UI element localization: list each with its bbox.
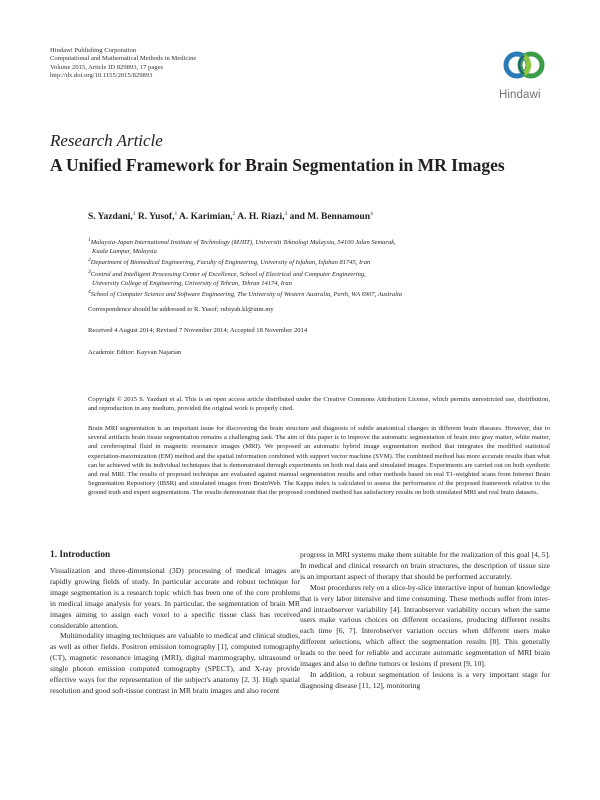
hindawi-logo-icon: [495, 45, 555, 89]
paragraph: Visualization and three-dimensional (3D) processing of medical images are rapidly growing fields of study. In particular accurate and robust technique for image segmentation is a research topic which has been one of the core problems in medical image analysis for years. In particular, the segmentation of brain MR images aiming to assign each voxel to a specific tissue class has received considerable attention.: [50, 566, 300, 630]
volume-info: Volume 2015, Article ID 829893, 17 pages: [50, 63, 164, 71]
journal-name: Computational and Mathematical Methods in Medicine: [50, 55, 197, 63]
affiliation: $^2$Department of Biomedical Engineering, Faculty of Engineering, University of Isfahan, Isfahan 81745, Iran: [88, 257, 371, 267]
publisher: Hindawi Publishing Corporation: [50, 47, 137, 54]
affiliation-continued: University College of Engineering, University of Tehran, Tehran 14174, Iran: [92, 279, 292, 287]
affiliation: $^1$Malaysia-Japan International Institute of Technology (MJIIT), Universiti Teknologi Malaysia, 54100 Jalan Semarak,: [88, 237, 396, 247]
paragraph: In addition, a robust segmentation of lesions is a very important stage for diagnosing disease [11, 12], monitoring: [300, 669, 550, 690]
author: A. Karimian,$^2$: [179, 211, 236, 223]
section-heading: 1. Introduction: [50, 550, 111, 560]
paragraph: Multimodality imaging techniques are valuable to medical and clinical studies, as well as other fields. Positron emission tomography [1], computed tomography (CT), magnetic resonance imaging (MRI), digital mammography, ultrasound or single photon emission computed tomography (SPECT), and X-ray provide effective ways for the representation of the subject's anatomy [2, 3]. High spatial resolution and good soft-tissue contrast in MR brain images and also recent: [50, 631, 300, 695]
correspondence: Correspondence should be addressed to R. Yusof; rubiyah.kl@utm.my: [88, 306, 274, 313]
author: and M. Bennamoun$^4$: [289, 211, 373, 223]
logo-text: Hindawi: [499, 89, 541, 101]
paragraph: progress in MRI systems make them suitable for the realization of this goal [4, 5]. In medical and clinical research on brain structures, the description of tissue size is an important aspect of therapy that should be performed accurately.: [300, 550, 550, 581]
abstract: Brain MRI segmentation is an important issue for discovering the brain structure and diagnosis of subtle anatomical changes in different brain diseases. However, due to several artifacts brain tissue segmentation remains a challenging task. The aim of this paper is to improve the automatic segmentation of brain into gray matter, white matter, and cerebrospinal fluid in magnetic resonance images (MRI). We proposed an automatic hybrid image segmentation method that integrates the modified statistical expectation-maximization (EM) method and the spatial information combined with support vector machine (SVM). The combined method has more accurate results than what can be achieved with its individual techniques that is demonstrated through experiments on both real data and simulated images. Experiments are carried out on both synthetic and real MRI. The results of proposed technique are evaluated against manual segmentation results and other methods based on real T1-weighted scans from Internet Brain Segmentation Repository (IBSR) and simulated images from BrainWeb. The Kappa index is calculated to assess the performance of the proposed framework relative to the ground truth and expert segmentations. The results demonstrate that the proposed combined method has satisfactory results on both simulated MRI and real brain datasets.: [88, 425, 550, 497]
affiliation: $^4$School of Computer Science and Software Engineering, The University of Western Australia, Perth, WA 6907, Australia: [88, 289, 402, 299]
hindawi-logo: [495, 45, 555, 101]
copyright-notice: Copyright © 2015 S. Yazdani et al. This is an open access article distributed under the Creative Commons Attribution License, which permits unrestricted use, distribution, and reproduction in any medium, provided the original work is properly cited.: [88, 396, 550, 413]
paragraph: Most procedures rely on a slice-by-slice interactive input of human knowledge that is very labor intensive and time consuming. These methods suffer from inter- and intraobserver variability [4]. Intraobserver variability occurs when the same users make various choices on different occasions, producing different results each time [6, 7]. Interobserver variation occurs when different users make different selections, which affect the segmentation results [8]. This generally leads to the need for reliable and accurate automatic segmentation of MRI brain images and also to define tumors or lesions if present [9, 10].: [300, 582, 550, 669]
doi-link[interactable]: http://dx.doi.org/10.1155/2015/829893: [50, 72, 153, 80]
affiliations: [88, 236, 558, 300]
article-title: A Unified Framework for Brain Segmentation in MR Images: [50, 155, 505, 175]
body-column-left: [50, 566, 300, 697]
article-type: Research Article: [50, 131, 163, 150]
academic-editor: Academic Editor: Kayvan Najarian: [88, 349, 182, 356]
author-list: [88, 211, 373, 222]
journal-header: [50, 47, 196, 81]
body-column-right: [300, 550, 550, 692]
author: S. Yazdani,$^1$: [88, 211, 136, 223]
author: A. H. Riazi,$^3$: [237, 211, 288, 223]
author: R. Yusof,$^1$: [137, 211, 178, 223]
affiliation-continued: Kuala Lumpur, Malaysia: [92, 247, 157, 255]
article-dates: Received 4 August 2014; Revised 7 November 2014; Accepted 18 November 2014: [88, 327, 308, 334]
affiliation: $^3$Control and Intelligent Processing Center of Excellence, School of Electrical and Computer Engineering,: [88, 269, 366, 279]
